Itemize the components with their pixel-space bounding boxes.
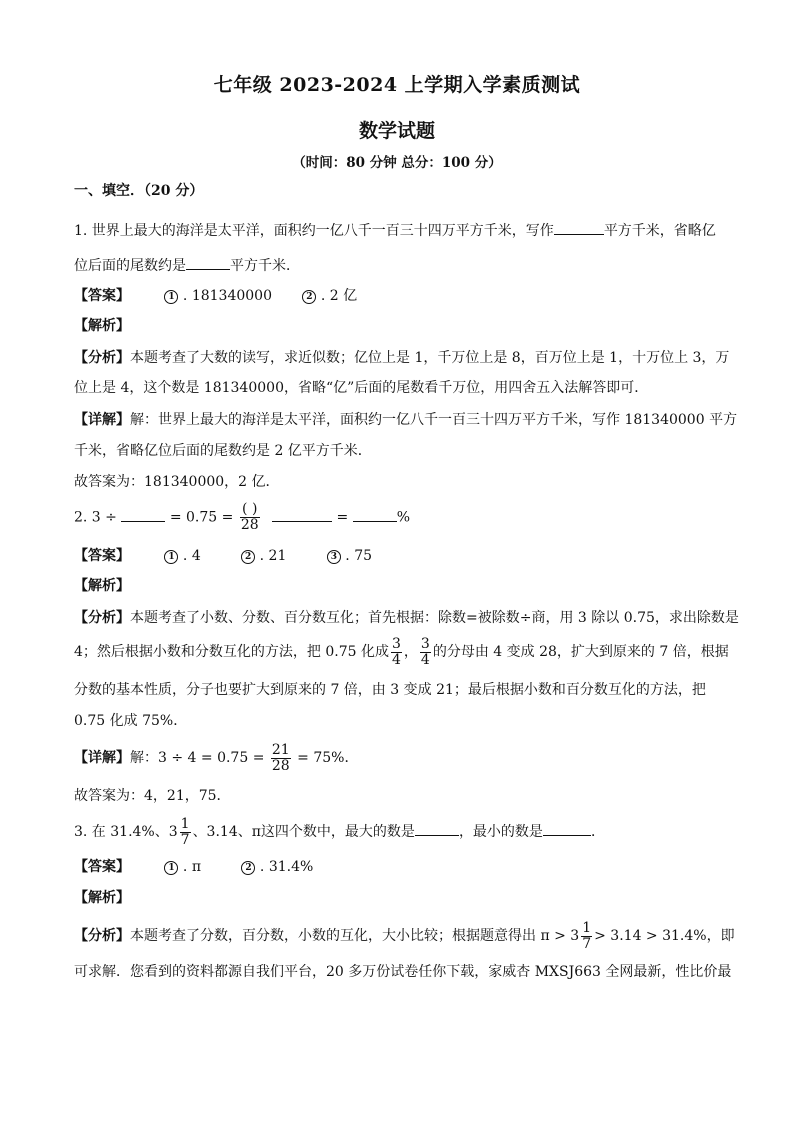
answer-label: 【答案】	[74, 548, 130, 564]
answer-label: 【答案】	[74, 288, 130, 304]
q3-line: 3. 在 31.4%、3 $\frac{1}{7}$ 、3.14、π这四个数中，最大的数是 ，最小的数是 ．	[74, 815, 605, 848]
analysis-label: 【解析】	[74, 318, 130, 334]
exam-info: （时间：80 分钟 总分：100 分）	[292, 155, 502, 171]
q1-unit2: 平方千米．	[230, 258, 300, 274]
q1-fenxi-2: 位上是 4，这个数是 181340000，省略“亿”后面的尾数看千万位，用四舍五入法解答即可．	[74, 380, 649, 396]
xiangjie-label: 【详解】	[74, 412, 130, 428]
mixed-fraction: $\frac{1}{7}$	[180, 815, 190, 848]
subject-title: 数学试题	[358, 120, 435, 142]
q2-fenxi-4: 0.75 化成 75%．	[74, 713, 188, 729]
circle-number: 2	[241, 550, 255, 564]
q1-answer-1: . 181340000	[178, 288, 272, 304]
q2-answer-3: . 75	[340, 548, 373, 564]
q2-xiangjie: 【详解】解：3 ÷ 4 = 0.75 = $\frac{21}{28}$ = 75%．	[74, 741, 359, 774]
q2-answer-1: . 4	[178, 548, 201, 564]
section-heading: 一、填空．（20 分）	[74, 183, 204, 199]
q1-answer	[74, 286, 357, 306]
q3-answer-1: . π	[178, 859, 202, 875]
q3-answer-2: . 31.4%	[255, 859, 314, 875]
fenxi-label: 【分析】	[74, 350, 130, 366]
q1-blank-2	[186, 255, 230, 270]
q3-answer	[74, 857, 313, 877]
q2-fenxi-1: 【分析】本题考查了小数、分数、百分数互化；首先根据：除数=被除数÷商，用 3 除以 0.75，求出除数是	[74, 610, 739, 626]
circle-number: 2	[241, 861, 255, 875]
q1-answer-2: . 2 亿	[316, 288, 358, 304]
q2-answer-2: . 21	[255, 548, 287, 564]
fraction-3-4: $\frac{3}{4}$	[391, 635, 401, 668]
q1-fenxi-1: 【分析】本题考查了大数的读写，求近似数；亿位上是 1，千万位上是 8，百万位上是 1，十万位上 3，万	[74, 350, 730, 366]
q1-xiangjie-2: 千米，省略亿位后面的尾数约是 2 亿平方千米．	[74, 443, 372, 459]
q2-line: 2. 3 ÷ = 0.75 = $\frac{( )}{28}$ = %	[74, 501, 411, 533]
q1-text-2: 位后面的尾数约是	[74, 258, 186, 274]
fraction-21-28: $\frac{21}{28}$	[271, 741, 290, 774]
q2-final: 故答案为：4，21，75．	[74, 788, 231, 804]
fraction-3-4: $\frac{3}{4}$	[420, 635, 430, 668]
q3-blank-2	[543, 821, 591, 836]
circle-number: 1	[164, 550, 178, 564]
q2-blank-1	[121, 507, 165, 522]
answer-label: 【答案】	[74, 859, 130, 875]
q2-answer	[74, 546, 372, 566]
q1-blank-1	[554, 220, 604, 235]
circle-number: 1	[164, 861, 178, 875]
analysis-label: 【解析】	[74, 890, 130, 906]
mixed-fraction: $\frac{1}{7}$	[582, 919, 592, 952]
fenxi-label: 【分析】	[74, 610, 130, 626]
q1-text: 1. 世界上最大的海洋是太平洋，面积约一亿八千一百三十四万平方千米，写作	[74, 223, 554, 239]
circle-number: 2	[302, 290, 316, 304]
q1-final: 故答案为：181340000，2 亿．	[74, 474, 280, 490]
analysis-label: 【解析】	[74, 578, 130, 594]
exam-title: 七年级 2023-2024 上学期入学素质测试	[213, 74, 581, 96]
fenxi-label: 【分析】	[74, 928, 130, 944]
q2-fraction: $\frac{( )}{28}$	[240, 501, 259, 533]
xiangjie-label: 【详解】	[74, 750, 130, 766]
q2-blank-2	[272, 507, 332, 522]
q2-fenxi-3: 分数的基本性质，分子也要扩大到原来的 7 倍，由 3 变成 21；最后根据小数和百分数互化的方法，把	[74, 682, 706, 698]
q2-blank-3	[353, 507, 397, 522]
q3-fenxi-1: 【分析】本题考查了分数，百分数，小数的互化，大小比较；根据题意得出 π > 3 $\frac{1}{7}$ > 3.14 > 31.4%，即	[74, 919, 735, 952]
q1-line1	[74, 220, 716, 241]
q1-xiangjie-1: 【详解】解：世界上最大的海洋是太平洋，面积约一亿八千一百三十四万平方千米，写作 181340000 平方	[74, 412, 738, 428]
q1-line2	[74, 255, 300, 276]
q2-fenxi-2: 4；然后根据小数和分数互化的方法，把 0.75 化成 $\frac{3}{4}$ ， $\frac{3}{4}$ 的分母由 4 变成 28，扩大到原来的 7 倍，根据	[74, 635, 729, 668]
circle-number: 3	[327, 550, 341, 564]
circle-number: 1	[164, 290, 178, 304]
q1-unit1: 平方千米，省略亿	[603, 223, 716, 239]
q3-fenxi-2: 可求解．您看到的资料都源自我们平台，20 多万份试卷任你下载，家威杏 MXSJ663 全网最新，性比价最	[74, 964, 732, 980]
q3-blank-1	[415, 821, 459, 836]
